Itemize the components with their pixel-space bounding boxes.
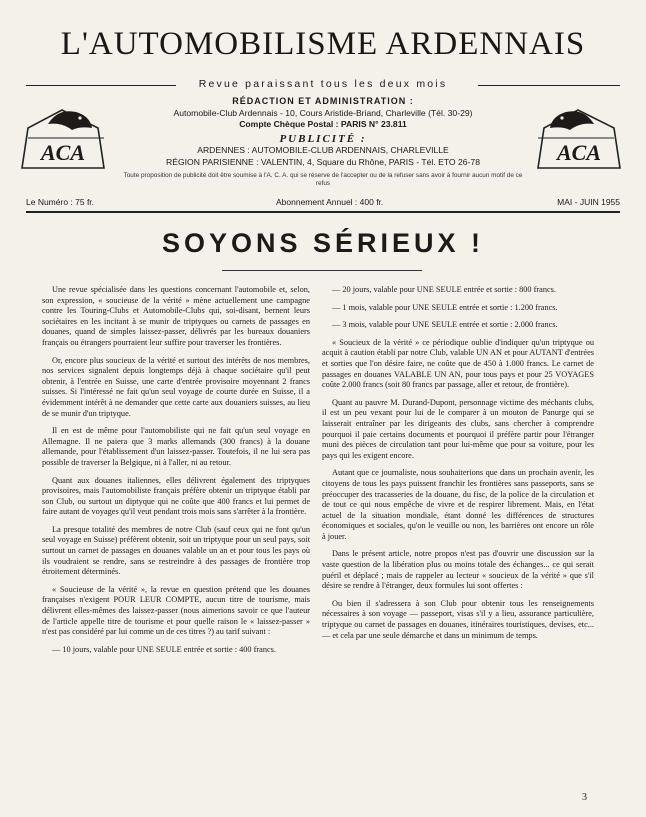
subscription-price: Abonnement Annuel : 400 fr. <box>276 197 384 207</box>
publicite-paris: RÉGION PARISIENNE : VALENTIN, 4, Square du Rhône, PARIS - Tél. ETO 26-78 <box>166 156 480 167</box>
aca-logo-left <box>18 98 108 170</box>
issue-date: MAI - JUIN 1955 <box>557 197 620 207</box>
paragraph: Dans le présent article, notre propos n'est pas d'ouvrir une discussion sur la vaste question de la libération plus ou moins totale des échanges... ce qui serait puéril et déplacé ; mais de rappeler au lecteur « soucieux de la vérité » que s'il désire se rendre à l'étranger, deux formules lui sont offertes : <box>322 549 594 591</box>
issue-info-bar <box>26 197 620 211</box>
paragraph: « Soucieuse de la vérité », la revue en question prétend que les douanes françaises n'exigent POUR LEUR COMPTE, aucun titre de tourisme, mais délivrent elles-mêmes des laissez-passer (nous aimerions savoir ce que l'auteur de l'article appelle titre de tourisme et pour quelle raison le « laissez-passer » n'est pas considéré par lui comme un de ces titres ?) au tarif suivant : <box>42 584 310 637</box>
publicite-ardennes: ARDENNES : AUTOMOBILE-CLUB ARDENNAIS, CHARLEVILLE <box>197 145 449 155</box>
header-divider <box>26 211 620 213</box>
header-info <box>118 96 528 188</box>
paragraph: Or, encore plus soucieux de la vérité et surtout des intérêts de nos membres, nos services signalent depuis longtemps déjà à chaque sociétaire qu'il peut obtenir, à l'entrée en Suisse, une carte d'entrée provisoire moyennant 2 francs suisses. Si l'intéressé ne fait qu'un seul voyage de courte durée en Suisse, il a évidemment intérêt à ne demander que cette carte aux douaniers suisses, au lieu de se munir d'un triptyque. <box>42 355 310 418</box>
aca-logo-right <box>534 98 624 170</box>
paragraph: Une revue spécialisée dans les questions concernant l'automobile et, selon, son expression, « soucieuse de la vérité » mène actuellement une campagne contre les Touring-Clubs et Automobile-Clubs qui, soi-disant, bernent leurs sociétaires en les incitant à se munir de triptyques ou carnets de passages en douanes, quand de simples laissez-passer, délivrés par les bureaux douaniers français ou étrangers pourraient leur suffire pour traverser les frontières. <box>42 285 310 347</box>
title-underline <box>222 270 422 271</box>
article-column-right <box>322 285 594 648</box>
article-title: SOYONS SÉRIEUX ! <box>161 228 485 258</box>
redaction-heading: RÉDACTION ET ADMINISTRATION : <box>232 96 414 106</box>
masthead-title: L'AUTOMOBILISME ARDENNAIS <box>60 26 586 62</box>
paragraph: Autant que ce journaliste, nous souhaiterions que dans un prochain avenir, les citoyens de tous les pays puissent franchir les frontières sans passeports, sans se préoccuper des tracasseries de la douane, du fisc, de la police de la circulation et de tout ce qui nous empêche de vivre et de respirer librement. Mais, en l'état actuel de la situation mondiale, étant donné les différences de structures économiques et sociales, qu'on le veuille ou non, les barrières ont encore un rôle à jouer. <box>322 468 594 541</box>
subtitle: Revue paraissant tous les deux mois <box>198 78 448 90</box>
logo-text: ACA <box>40 140 86 165</box>
logo-text: ACA <box>556 140 602 165</box>
redaction-address: Automobile-Club Ardennais - 10, Cours Aristide-Briand, Charleville (Tél. 30-29) <box>173 107 473 118</box>
issue-price: Le Numéro : 75 fr. <box>26 197 95 207</box>
page-number: 3 <box>582 792 587 803</box>
paragraph: — 1 mois, valable pour UNE SEULE entrée et sortie : 1.200 francs. <box>332 302 558 312</box>
paragraph: Ou bien il s'adressera à son Club pour obtenir tous les renseignements nécessaires à son voyage — passeport, visas s'il y a lieu, assurance particulière, triptyque ou carnet de passages en douanes, itinéraires touristiques, devises, etc... — et cela par une seule démarche et dans un minimum de temps. <box>322 598 594 640</box>
paragraph: Quant au pauvre M. Durand-Dupont, personnage victime des méchants clubs, il est un peu vexant pour lui de le comparer à un mouton de Panurge qui se laisserait entraîner par les dirigeants des clubs, sans chercher à comprendre pourquoi il paie certains documents et pourquoi il préfère partir pour l'étranger muni des pièces de circulation tant pour lui-même que pour sa voiture, pour les pays qui les exigent encore. <box>322 397 594 460</box>
paragraph: Quant aux douanes italiennes, elles délivrent également des triptyques provisoires, mais l'automobiliste français préfère obtenir un triptyque établi par son Club, ou surtout un diptyque qui ne coûte que 400 francs et lui permet de faire autant de voyages qu'il veut pendant trois mois sans s'arrêter à la frontière. <box>42 475 310 517</box>
paragraph: Il en est de même pour l'automobiliste qui ne fait qu'un seul voyage en Allemagne. Il ne paiera que 3 marks allemands (300 francs) à la douane allemande, pour l'établissement d'un laissez-passer. Toutefois, il ne lui sera pas possible de traverser la Belgique, ni à l'aller, ni au retour. <box>42 426 310 467</box>
paragraph: — 20 jours, valable pour UNE SEULE entrée et sortie : 800 francs. <box>332 285 556 294</box>
article-column-left <box>42 285 310 662</box>
publicite-notice: Toute proposition de publicité doit être soumise à l'A. C. A. qui se réserve de l'accepter ou de la refuser sans avoir à fournir aucun motif de ce refus <box>123 172 523 187</box>
publicite-heading: PUBLICITÉ : <box>279 132 367 145</box>
subtitle-rule-right <box>478 85 620 86</box>
paragraph: « Soucieux de la vérité » ce périodique oublie d'indiquer qu'un triptyque ou acquit à caution établi par notre Club, valable UN AN et pour AUTANT d'entrées et sorties que l'on désire faire, ne coûte que de 450 à 1.000 francs. Le carnet de passages en douanes VALABLE UN AN, pour tous pays et pour 25 VOYAGES coûte 2.000 francs (soit 80 francs par passage, aller et retour, de frontière). <box>322 337 594 390</box>
cheque-account: Compte Chèque Postal : PARIS N° 23.811 <box>239 119 407 129</box>
paragraph: — 10 jours, valable pour UNE SEULE entrée et sortie : 400 francs. <box>52 644 276 654</box>
paragraph: — 3 mois, valable pour UNE SEULE entrée et sortie : 2.000 francs. <box>332 320 558 330</box>
paragraph: La presque totalité des membres de notre Club (sauf ceux qui ne font qu'un seul voyage en Suisse) préfèrent obtenir, soit un triptyque pour un seul pays, soit surtout un carnet de passages en douanes valable un an et pour tous les pays où ils voudraient se rendre, sans se restreindre à des passages de frontière trop étroitement déterminés. <box>42 524 310 577</box>
